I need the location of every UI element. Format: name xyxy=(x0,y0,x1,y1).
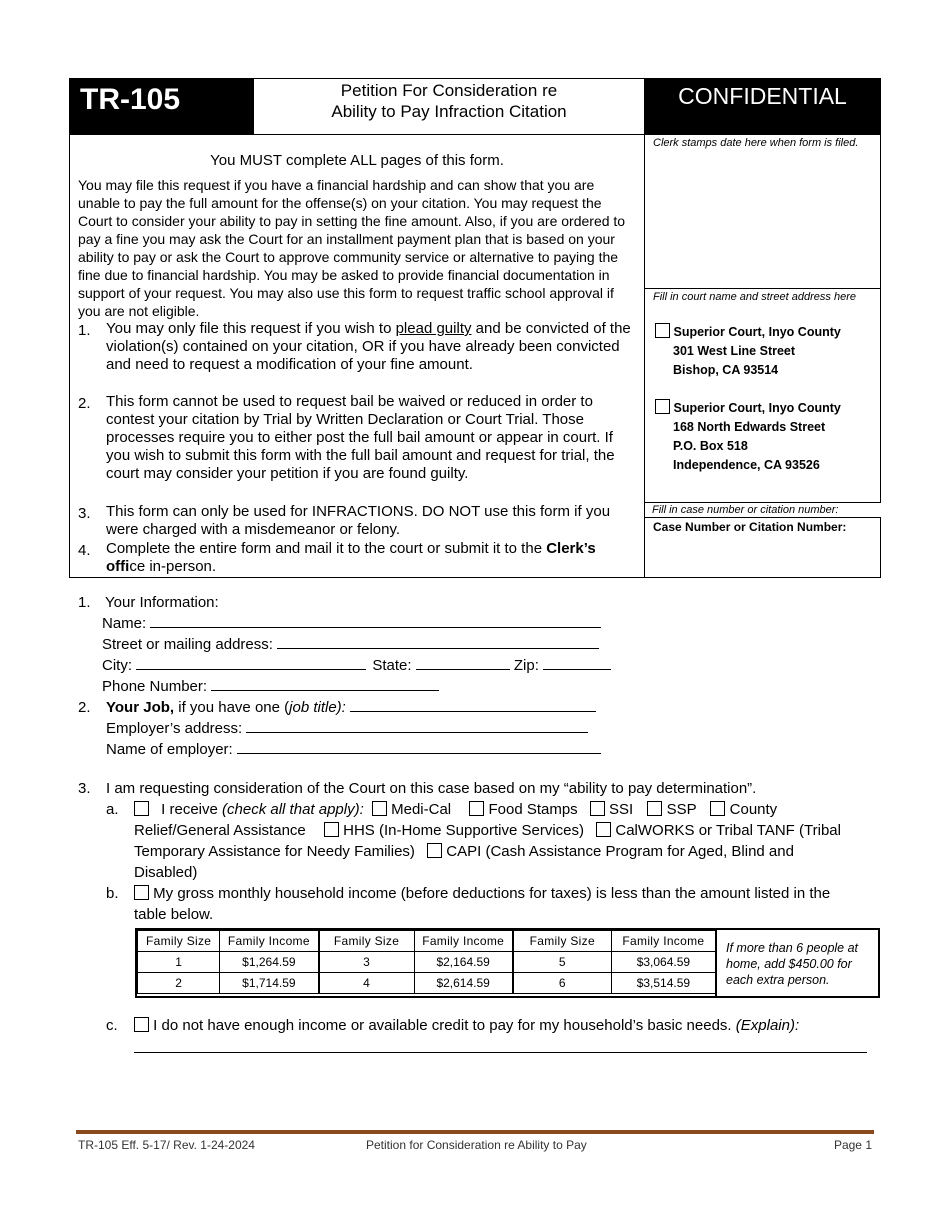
plead-guilty: plead guilty xyxy=(395,320,472,337)
section-2-num: 2. xyxy=(78,699,91,716)
instruction-item-4-text-b: Clerk’s offi xyxy=(106,540,596,575)
option-b-checkbox[interactable] xyxy=(134,885,149,900)
zip-field[interactable] xyxy=(543,655,611,670)
clerk-stamp-label: Clerk stamps date here when form is filed. xyxy=(653,137,859,149)
court-address-area xyxy=(644,288,881,503)
relief-label: Relief/General Assistance xyxy=(134,822,306,839)
court-independence-checkbox[interactable] xyxy=(655,399,670,414)
option-a-checkbox[interactable] xyxy=(134,801,149,816)
county-label: County xyxy=(729,801,778,818)
instruction-item-1-text-a: You may only file this request if you wish to xyxy=(106,320,396,337)
footer-page-number: Page 1 xyxy=(833,1138,872,1152)
option-a-line3 xyxy=(134,841,794,862)
street-row xyxy=(102,634,599,655)
job-row xyxy=(106,697,596,718)
clerk-stamp-area[interactable] xyxy=(644,134,881,289)
medi-cal-label: Medi-Cal xyxy=(391,801,452,818)
option-a-check-all: (check all that apply): xyxy=(222,801,364,818)
table-row xyxy=(138,952,716,973)
employer-address-label: Employer’s address: xyxy=(106,720,243,737)
table-cell: $1,714.59 xyxy=(220,973,319,994)
instruction-item-3 xyxy=(78,503,638,539)
calworks-checkbox[interactable] xyxy=(596,822,611,837)
capi-label-2: Disabled) xyxy=(134,864,198,881)
instruction-item-1-num: 1. xyxy=(78,322,91,339)
court-option-bishop[interactable] xyxy=(655,323,841,380)
footer-title: Petition for Consideration re Ability to Pay xyxy=(366,1138,587,1152)
table-header-family-size-1: Family Size xyxy=(138,931,220,952)
court-independence-line2: 168 North Edwards Street xyxy=(673,420,826,434)
court-address-label: Fill in court name and street address here xyxy=(653,291,856,303)
court-independence-line3: P.O. Box 518 xyxy=(673,439,748,453)
street-field[interactable] xyxy=(277,634,599,649)
option-a-receive: I receive xyxy=(161,801,223,818)
option-b-text: My gross monthly household income (before deductions for taxes) is less than the amount listed in the xyxy=(153,885,831,902)
instruction-item-4 xyxy=(78,540,638,576)
footer-rule xyxy=(76,1130,874,1134)
calworks-label: CalWORKS or Tribal TANF (Tribal xyxy=(615,822,841,839)
must-complete-notice: You MUST complete ALL pages of this form. xyxy=(210,152,504,169)
job-label-rest: if you have one ( xyxy=(174,699,290,716)
case-number-label: Case Number or Citation Number: xyxy=(653,520,847,534)
capi-checkbox[interactable] xyxy=(427,843,442,858)
employer-name-label: Name of employer: xyxy=(106,741,233,758)
table-header-family-income-3: Family Income xyxy=(611,931,715,952)
case-number-instruction: Fill in case number or citation number: xyxy=(652,504,839,516)
instruction-item-3-text: This form can only be used for INFRACTIONS. DO NOT use this form if you were charged with a misdemeanor or felony. xyxy=(106,503,611,538)
zip-label: Zip: xyxy=(513,657,539,674)
court-independence-line1: Superior Court, Inyo County xyxy=(673,401,841,415)
city-row xyxy=(102,655,611,676)
table-cell: $2,164.59 xyxy=(414,952,513,973)
option-c-label: c. xyxy=(106,1017,118,1034)
table-cell: 6 xyxy=(513,973,611,994)
state-field[interactable] xyxy=(416,655,510,670)
instruction-item-4-num: 4. xyxy=(78,542,91,559)
instruction-item-2-text: This form cannot be used to request bail be waived or reduced in order to contest your citation by Trial by Written Declaration or Court Trial. Those processes require you to either post the full bail amount or appear in court. If you wish to submit this form with the full bail amount and request for trial, the court may consider your petition if you are found guilty. xyxy=(106,393,615,482)
name-field[interactable] xyxy=(150,613,601,628)
option-a-label: a. xyxy=(106,801,119,818)
table-cell: 2 xyxy=(138,973,220,994)
option-a-line1 xyxy=(134,799,777,820)
section-3-num: 3. xyxy=(78,780,91,797)
phone-row xyxy=(102,676,439,697)
footer-form-revision: TR-105 Eff. 5-17/ Rev. 1-24-2024 xyxy=(78,1138,255,1152)
section-1 xyxy=(78,592,638,613)
phone-label: Phone Number: xyxy=(102,678,208,695)
option-c-checkbox[interactable] xyxy=(134,1017,149,1032)
employer-address-row xyxy=(106,718,588,739)
confidential-label: CONFIDENTIAL xyxy=(678,83,847,109)
table-header-family-income-2: Family Income xyxy=(414,931,513,952)
confidential-box xyxy=(644,78,881,135)
table-cell: $1,264.59 xyxy=(220,952,319,973)
instruction-item-4-text-c: ce in-person. xyxy=(129,558,217,575)
table-cell: 3 xyxy=(319,952,415,973)
name-label: Name: xyxy=(102,615,147,632)
instruction-item-4-text-a: Complete the entire form and mail it to the court or submit it to the xyxy=(106,540,547,557)
table-cell: $3,064.59 xyxy=(611,952,715,973)
table-cell: 5 xyxy=(513,952,611,973)
court-bishop-line2: 301 West Line Street xyxy=(673,344,796,358)
income-table xyxy=(137,930,716,994)
option-b-label: b. xyxy=(106,885,119,902)
hhs-checkbox[interactable] xyxy=(324,822,339,837)
court-independence-line4: Independence, CA 93526 xyxy=(673,458,820,472)
food-stamps-checkbox[interactable] xyxy=(469,801,484,816)
table-cell: $3,514.59 xyxy=(611,973,715,994)
option-b-text-2: table below. xyxy=(134,906,214,923)
table-note-divider xyxy=(715,930,717,996)
job-label-italic: job title): xyxy=(289,699,346,716)
city-label: City: xyxy=(102,657,132,674)
form-title-line1: Petition For Consideration re xyxy=(340,81,558,100)
table-cell: $2,614.59 xyxy=(414,973,513,994)
instruction-item-1 xyxy=(78,320,638,374)
food-stamps-label: Food Stamps xyxy=(488,801,578,818)
calworks-label-2: Temporary Assistance for Needy Families) xyxy=(134,843,415,860)
option-c-line1 xyxy=(134,1015,799,1036)
ssi-label: SSI xyxy=(609,801,634,818)
section-1-title: Your Information: xyxy=(105,594,219,611)
medi-cal-checkbox[interactable] xyxy=(372,801,387,816)
employer-name-row xyxy=(106,739,601,760)
employer-address-field[interactable] xyxy=(246,718,588,733)
option-a-line2 xyxy=(134,820,841,841)
court-option-independence[interactable] xyxy=(655,399,841,475)
table-note: If more than 6 people at home, add $450.00 for each extra person. xyxy=(726,941,859,987)
city-field[interactable] xyxy=(136,655,366,670)
phone-field[interactable] xyxy=(211,676,439,691)
income-table-header xyxy=(138,931,716,952)
table-cell: 1 xyxy=(138,952,220,973)
table-header-family-income-1: Family Income xyxy=(220,931,319,952)
form-id-box xyxy=(69,78,254,135)
option-c-text: I do not have enough income or available credit to pay for my household’s basic needs. xyxy=(153,1017,736,1034)
hhs-label: HHS (In-Home Supportive Services) xyxy=(343,822,585,839)
option-c-explain-field[interactable] xyxy=(134,1052,867,1053)
county-relief-checkbox[interactable] xyxy=(710,801,725,816)
instruction-item-1-text-b: and be convicted of the violation(s) contained on your citation, OR if you have already been convicted and need to request a modification of your fine amount. xyxy=(106,320,631,373)
name-row xyxy=(102,613,601,634)
instruction-item-3-num: 3. xyxy=(78,505,91,522)
section-3-intro: I am requesting consideration of the Court on this case based on my “ability to pay determination”. xyxy=(106,780,757,797)
table-row xyxy=(138,973,716,994)
ssp-label: SSP xyxy=(666,801,697,818)
option-b-line1 xyxy=(134,883,830,904)
instruction-item-2-num: 2. xyxy=(78,395,91,412)
court-bishop-checkbox[interactable] xyxy=(655,323,670,338)
table-header-family-size-2: Family Size xyxy=(319,931,415,952)
instruction-item-2 xyxy=(78,393,638,483)
ssp-checkbox[interactable] xyxy=(647,801,662,816)
street-label: Street or mailing address: xyxy=(102,636,273,653)
capi-label: CAPI (Cash Assistance Program for Aged, Blind and xyxy=(446,843,794,860)
employer-name-field[interactable] xyxy=(237,739,601,754)
section-1-num: 1. xyxy=(78,594,91,611)
court-bishop-line3: Bishop, CA 93514 xyxy=(673,363,779,377)
form-id: TR-105 xyxy=(80,83,181,116)
case-number-field[interactable] xyxy=(644,517,881,578)
form-title-box xyxy=(253,78,645,135)
state-label: State: xyxy=(372,657,412,674)
form-title-line2: Ability to Pay Infraction Citation xyxy=(331,102,567,121)
court-bishop-line1: Superior Court, Inyo County xyxy=(673,325,841,339)
job-title-field[interactable] xyxy=(350,697,596,712)
table-header-family-size-3: Family Size xyxy=(513,931,611,952)
table-cell: 4 xyxy=(319,973,415,994)
ssi-checkbox[interactable] xyxy=(590,801,605,816)
job-label-bold: Your Job, xyxy=(106,699,175,716)
option-c-explain: (Explain): xyxy=(735,1017,800,1034)
instructions-intro: You may file this request if you have a financial hardship and can show that you are unable to pay the full amount for the offense(s) on your citation. You may request the Court to consider your ability to pay in setting the fine amount. Also, if you are ordered to pay a fine you may ask the Court for an installment payment plan that is based on your ability to pay or ask the Court to approve community service or alternative to paying the fine due to financial hardship. You may be asked to provide financial documentation in support of your request. You may also use this form to request traffic school approval if you are not eligible. xyxy=(78,177,626,319)
